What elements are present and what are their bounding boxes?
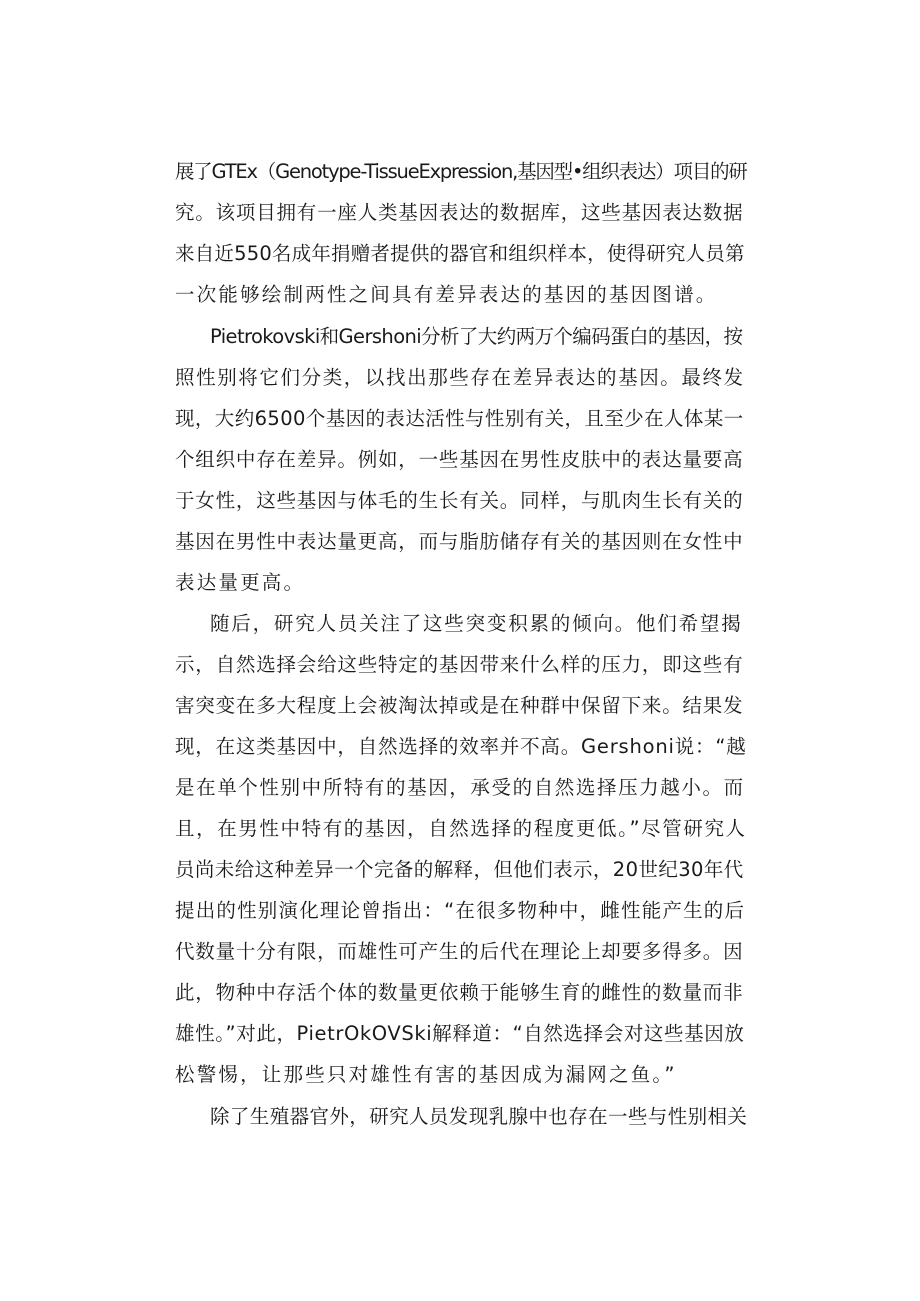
text-line: 雄性。”对此，PietrOkOVSki解释道：“自然选择会对这些基因放 xyxy=(175,1022,745,1045)
text-line: 现，在这类基因中，自然选择的效率并不高。Gershoni说：“越 xyxy=(175,735,747,758)
paragraph-first-line: 随后，研究人员关注了这些突变积累的倾向。他们希望揭 xyxy=(210,612,743,635)
text-line: 此，物种中存活个体的数量更依赖于能够生育的雌性的数量而非 xyxy=(175,981,744,1004)
text-line: 来自近550名成年捐赠者提供的器官和组织样本，使得研究人员第 xyxy=(175,242,745,265)
text-line: 代数量十分有限，而雄性可产生的后代在理论上却要多得多。因 xyxy=(175,940,744,963)
text-line: 员尚未给这种差异一个完备的解释，但他们表示，20世纪30年代 xyxy=(175,858,744,881)
text-line: 基因在男性中表达量更高，而与脂肪储存有关的基因则在女性中 xyxy=(175,530,744,553)
text-line: 照性别将它们分类，以找出那些存在差异表达的基因。最终发 xyxy=(175,366,745,389)
text-line: 个组织中存在差异。例如，一些基因在男性皮肤中的表达量要高 xyxy=(175,448,744,471)
text-line: 示，自然选择会给这些特定的基因带来什么样的压力，即这些有 xyxy=(175,653,744,676)
text-line: 是在单个性别中所特有的基因，承受的自然选择压力越小。而 xyxy=(175,776,745,799)
text-line: 展了GTEx（Genotype-TissueExpression,基因型•组织表达）项目的研 xyxy=(175,160,747,183)
text-line: 害突变在多大程度上会被淘汰掉或是在种群中保留下来。结果发 xyxy=(175,694,744,717)
paragraph-first-line: 除了生殖器官外，研究人员发现乳腺中也存在一些与性别相关 xyxy=(210,1105,748,1128)
text-line: 于女性，这些基因与体毛的生长有关。同样，与肌肉生长有关的 xyxy=(175,489,744,512)
text-line: 究。该项目拥有一座人类基因表达的数据库，这些基因表达数据 xyxy=(175,201,744,224)
text-line: 一次能够绘制两性之间具有差异表达的基因的基因图谱。 xyxy=(175,283,718,306)
text-line: 提出的性别演化理论曾指出：“在很多物种中，雌性能产生的后 xyxy=(175,899,746,922)
text-line: 且，在男性中特有的基因，自然选择的程度更低。”尽管研究人 xyxy=(175,817,747,840)
paragraph-first-line: Pietrokovski和Gershoni分析了大约两万个编码蛋白的基因，按 xyxy=(210,325,743,348)
text-line: 松警惕，让那些只对雄性有害的基因成为漏网之鱼。” xyxy=(175,1063,677,1086)
text-line: 表达量更高。 xyxy=(175,571,306,594)
text-line: 现，大约6500个基因的表达活性与性别有关，且至少在人体某一 xyxy=(175,407,744,430)
